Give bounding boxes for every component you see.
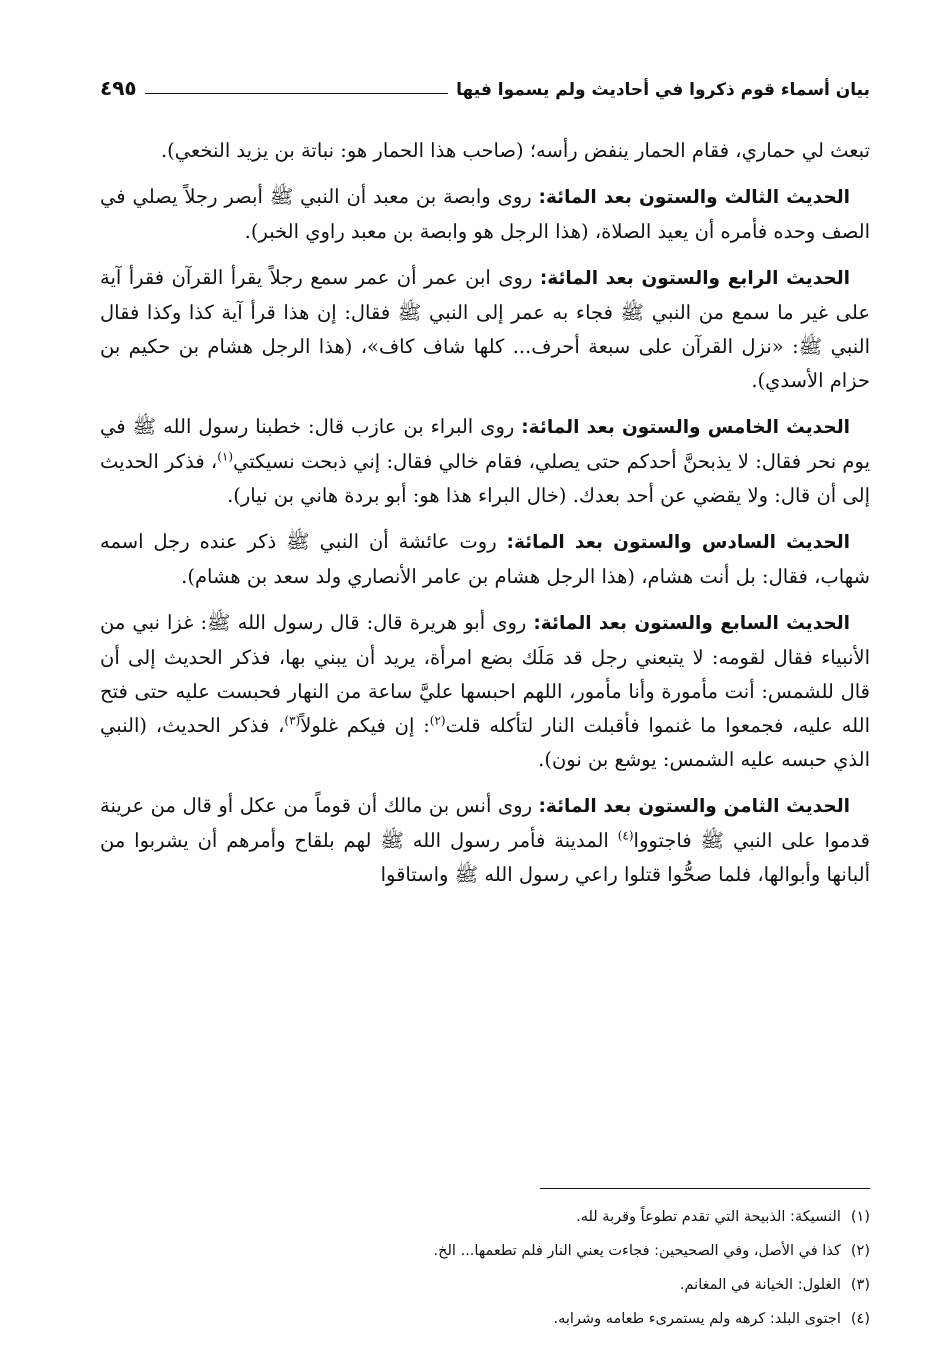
- running-header: [100, 60, 870, 100]
- main-text: [100, 134, 870, 892]
- footnotes: [100, 1200, 870, 1336]
- hadith-164: [100, 261, 870, 398]
- hadith-heading: الحديث الثامن والستون بعد المائة:: [538, 796, 850, 817]
- footnote-number: (٢): [850, 1243, 870, 1259]
- hadith-heading: الحديث الرابع والستون بعد المائة:: [539, 268, 851, 289]
- hadith-text-cont: ، فذكر الحديث إلى أن قال: ولا يقضي عن أحد بعدك. (خال البراء هذا هو: أبو بردة هاني بن نيار).: [100, 450, 870, 507]
- hadith-text: روى البراء بن عازب قال: خطبنا رسول الله ﷺ في يوم نحر فقال: لا يذبحنَّ أحدكم حتى يصلي، فقام خالي فقال: إني ذبحت نسيكتي: [100, 415, 870, 473]
- hadith-text: روت عائشة أن النبي ﷺ ذكر عنده رجل اسمه شهاب، فقال: بل أنت هشام، (هذا الرجل هشام بن عامر الأنصاري ولد سعد بن هشام).: [100, 530, 870, 588]
- hadith-text: روى وابصة بن معبد أن النبي ﷺ أبصر رجلاً يصلي في الصف وحده فأمره أن يعيد الصلاة، (هذا الرجل هو وابصة بن معبد راوي الخبر).: [100, 185, 870, 243]
- footnote-ref-3[interactable]: (٣): [284, 713, 301, 728]
- footnote-number: (١): [850, 1209, 870, 1225]
- footnote-number: (٤): [850, 1311, 870, 1327]
- footnote-text: الغلول: الخيانة في المغانم.: [679, 1277, 841, 1293]
- hadith-text-cont: المدينة فأمر رسول الله ﷺ لهم بلقاح وأمرهم أن يشربوا من ألبانها وأبوالها، فلما صحُّوا قتلوا راعي رسول الله ﷺ واستاقوا: [100, 829, 870, 886]
- hadith-168: [100, 789, 870, 892]
- footnote-ref-1[interactable]: (١): [217, 449, 234, 464]
- footnote-item: [100, 1234, 870, 1268]
- footnote-separator: [540, 1188, 870, 1189]
- hadith-text: روى ابن عمر أن عمر سمع رجلاً يقرأ القرآن فقرأ آية على غير ما سمع من النبي ﷺ فجاء به عمر إلى النبي ﷺ فقال: إن هذا قرأ آية كذا وكذا فقال النبي ﷺ: «نزل القرآن على سبعة أحرف... كلها شاف كاف»، (هذا الرجل هشام بن حكيم بن حزام الأسدي).: [100, 266, 870, 392]
- footnote-ref-4[interactable]: (٤): [617, 828, 634, 843]
- hadith-166: [100, 525, 870, 594]
- hadith-text-cont: : إن فيكم غلولاً: [300, 714, 430, 737]
- hadith-heading: الحديث السادس والستون بعد المائة:: [506, 532, 850, 553]
- hadith-heading: الحديث السابع والستون بعد المائة:: [533, 613, 851, 634]
- hadith-163: [100, 180, 870, 249]
- footnote-text: كذا في الأصل، وفي الصحيحين: فجاءت يعني النار فلم تطعمها... الخ.: [433, 1243, 841, 1259]
- hadith-165: [100, 410, 870, 513]
- hadith-text-cont: ، فذكر الحديث، (النبي الذي حبسه عليه الشمس: يوشع بن نون).: [100, 714, 870, 771]
- hadith-heading: الحديث الثالث والستون بعد المائة:: [538, 187, 851, 208]
- footnote-item: [100, 1200, 870, 1234]
- footnote-item: [100, 1302, 870, 1336]
- page-number: ٤٩٥: [100, 76, 137, 100]
- footnote-ref-2[interactable]: (٢): [429, 713, 446, 728]
- running-title: بيان أسماء قوم ذكروا في أحاديث ولم يسموا فيها: [456, 80, 870, 100]
- hadith-167: [100, 606, 870, 777]
- hadith-text: روى أبو هريرة قال: قال رسول الله ﷺ: غزا نبي من الأنبياء فقال لقومه: لا يتبعني رجل قد مَلَك بضع امرأة، يريد أن يبني بها، فذكر الحديث إلى أن قال للشمس: أنت مأمورة وأنا مأمور، اللهم احبسها عليَّ ساعة من النهار فحبست عليه حتى فتح الله عليه، فجمعوا ما غنموا فأقبلت النار لتأكله قلت: [100, 611, 870, 737]
- paragraph-text: تبعث لي حماري، فقام الحمار ينفض رأسه؛ (صاحب هذا الحمار هو: نباتة بن يزيد النخعي).: [160, 139, 870, 162]
- footnote-text: اجتوى البلد: كرهه ولم يستمرىء طعامه وشرابه.: [553, 1311, 841, 1327]
- paragraph-continuation: [100, 134, 870, 168]
- footnote-number: (٣): [850, 1277, 870, 1293]
- footnote-text: النسيكة: الذبيحة التي تقدم تطوعاً وقربة لله.: [576, 1209, 841, 1225]
- hadith-heading: الحديث الخامس والستون بعد المائة:: [521, 417, 850, 438]
- page-body: [100, 60, 870, 904]
- footnote-item: [100, 1268, 870, 1302]
- header-rule: [145, 93, 449, 94]
- hadith-text: روى أنس بن مالك أن قوماً من عكل أو قال من عرينة قدموا على النبي ﷺ فاجتووا: [100, 794, 870, 852]
